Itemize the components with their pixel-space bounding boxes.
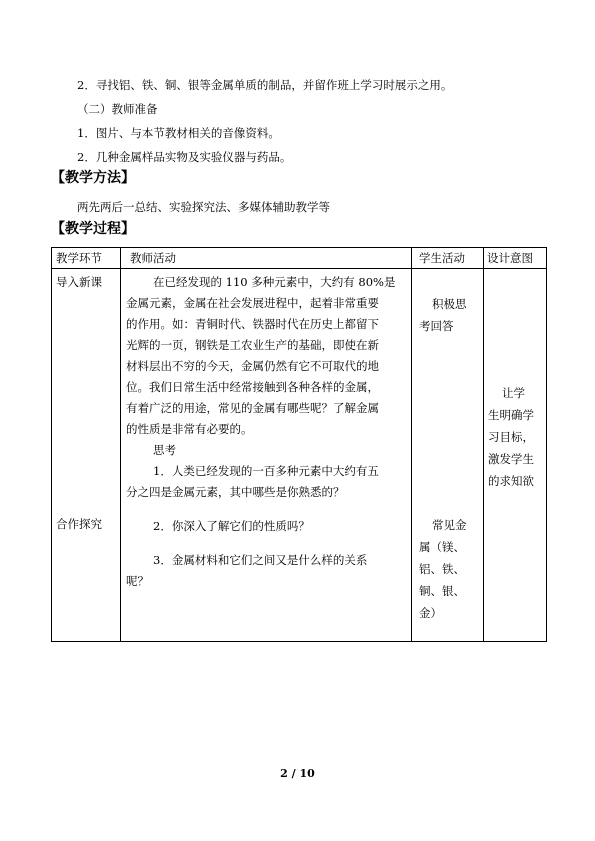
student-activity-intro [419,293,467,337]
teacher-prep-heading: （二）教师准备 [77,102,158,116]
student-line: 金） [419,606,442,620]
header-teacher-activity: 教师活动 [130,251,176,265]
teacher-line: 分之四是金属元素，其中哪些是你熟悉的？ [126,485,345,499]
design-line: 的求知欲 [488,474,534,488]
teacher-activity [126,272,408,592]
teacher-line: 有着广泛的用途，常见的金属有哪些呢？了解金属 [126,401,379,415]
student-line: 常见金 [432,518,467,532]
header-design-intent: 设计意图 [487,251,533,265]
teacher-line: 光辉的一页，钢铁是工农业生产的基础，即使在新 [126,338,379,352]
methods-heading: 【教学方法】 [51,170,135,186]
design-line: 激发学生 [488,452,534,466]
header-stage: 教学环节 [56,251,102,265]
design-line: 生明确学 [488,408,534,422]
student-line: 考回答 [419,319,454,333]
teacher-line: 材料层出不穷的今天，金属仍然有它不可取代的地 [126,359,379,373]
prep-item-3: 1．图片、与本节教材相关的音像资料。 [77,126,280,140]
teacher-line: 的性质是非常有必要的。 [126,422,253,436]
stage-cooperative: 合作探究 [56,517,102,531]
process-heading: 【教学过程】 [51,221,135,237]
prep-item-1: 2．寻找铝、铁、铜、银等金属单质的制品，并留作班上学习时展示之用。 [77,78,453,92]
teacher-line: 位。我们日常生活中经常接触到各种各样的金属， [126,380,379,394]
teacher-line: 1．人类已经发现的一百多种元素中大约有五 [153,464,379,478]
teacher-line: 金属元素，金属在社会发展进程中，起着非常重要 [126,296,379,310]
student-line: 属（镁、 [419,540,465,554]
teacher-line: 2．你深入了解它们的性质吗？ [153,519,310,533]
student-line: 铝、铁、 [419,562,465,576]
teacher-line: 的作用。如：青铜时代、铁器时代在历史上都留下 [126,317,379,331]
student-activity-explore [419,514,467,624]
page-number: 2 / 10 [280,767,315,780]
design-line: 让学 [502,386,525,400]
prep-item-4: 2．几种金属样品实物及实验仪器与药品。 [77,150,292,164]
teacher-line: 3．金属材料和它们之间又是什么样的关系 [153,553,368,567]
student-line: 铜、银、 [419,584,465,598]
stage-intro: 导入新课 [56,275,102,289]
header-student-activity: 学生活动 [419,251,465,265]
teacher-line: 在已经发现的 110 多种元素中，大约有 80%是 [153,275,396,289]
student-line: 积极思 [432,297,467,311]
teacher-line: 呢？ [126,574,149,588]
teaching-process-table [51,247,547,642]
methods-text: 两先两后一总结、实验探究法、多媒体辅助教学等 [77,200,330,214]
design-line: 习目标， [488,430,534,444]
design-intent [488,382,534,492]
teacher-line: 思考 [153,443,176,457]
